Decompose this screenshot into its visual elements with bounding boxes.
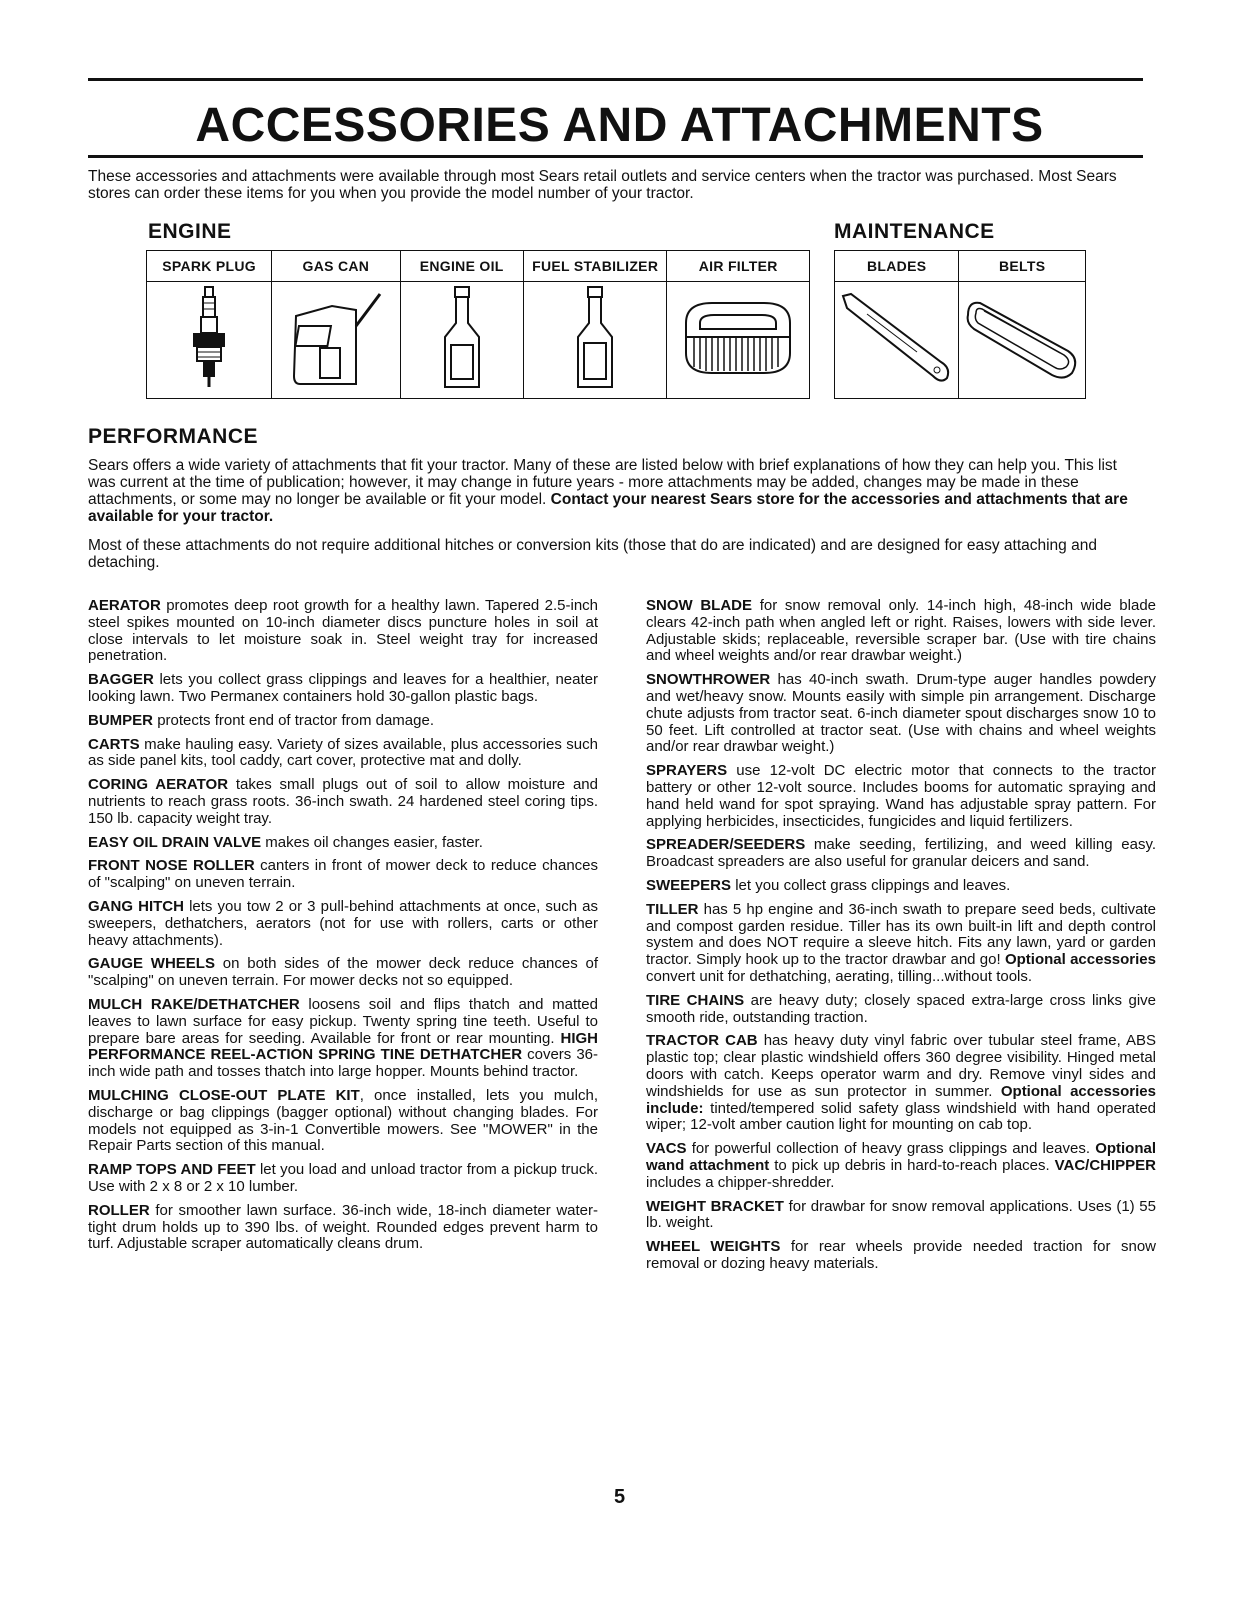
attachment-term: TRACTOR CAB	[646, 1032, 758, 1050]
attachment-description: for smoother lawn surface. 36-inch wide, 18-inch diameter water-tight drum holds up to 390 lbs. of weight. Rounded edges prevent harm to turf. Adjustable scraper automatically cleans drum.	[88, 1201, 599, 1253]
attachment-term: TILLER	[646, 900, 699, 918]
attachment-description: makes oil changes easier, faster.	[265, 833, 483, 851]
attachment-bumper	[88, 713, 598, 730]
attachment-term: MULCH RAKE/DETHATCHER	[88, 995, 300, 1013]
attachment-gang-hitch	[88, 899, 598, 949]
performance-hitch-note: Most of these attachments do not require additional hitches or conversion kits (those that do are indicated) and are designed for easy attaching and detaching.	[88, 537, 1097, 571]
spark-plug-icon	[189, 283, 229, 393]
engine-header-fuel-stabilizer: FUEL STABILIZER	[523, 251, 667, 282]
attachment-term: SNOWTHROWER	[646, 671, 771, 689]
attachment-description: lets you collect grass clippings and leaves for a healthier, neater looking lawn. Two Permanex containers hold 30-gallon plastic bags.	[88, 671, 598, 705]
attachment-mulch-rake-dethatcher	[88, 997, 598, 1081]
attachment-description-secondary: covers 36-inch wide path and tosses thatch into large hopper. Mounts behind tractor.	[88, 1046, 599, 1081]
air-filter-cell	[667, 282, 810, 399]
attachment-spreader-seeders	[646, 837, 1156, 871]
engine-header-spark-plug: SPARK PLUG	[147, 251, 272, 282]
attachment-description: make seeding, fertilizing, and weed killing easy. Broadcast spreaders are also useful for granular deicers and sand.	[646, 836, 1156, 871]
belt-icon	[960, 293, 1084, 383]
attachment-term: SWEEPERS	[646, 876, 732, 894]
attachment-description: has 5 hp engine and 36-inch swath to prepare seed beds, cultivate and compost garden residue. Tiller has its own built-in lift and depth control system and does NOT require a sleeve hitch. Fits any lawn, yard or garden tractor. Simply hook up to the tractor drawbar and go!	[646, 900, 1157, 969]
attachment-term: WEIGHT BRACKET	[646, 1197, 784, 1215]
attachment-wheel-weights	[646, 1239, 1156, 1273]
attachment-mulching-close-out-plate-kit	[88, 1088, 598, 1155]
attachment-vacs	[646, 1141, 1156, 1191]
attachment-description: on both sides of the mower deck reduce chances of "scalping" on uneven terrain. For mower decks not so equipped.	[88, 955, 599, 990]
performance-text: Sears offers a wide variety of attachments that fit your tractor. Many of these are listed below with brief explanations of how they can help you. This list was current at the time of publication; however, it may change in future years - more attachments may be added, changes may be made in these attachments, or some may no longer be available or fit your model.	[88, 457, 1117, 508]
blades-cell	[835, 282, 959, 399]
attachment-term: EASY OIL DRAIN VALVE	[88, 833, 262, 851]
attachment-term: AERATOR	[88, 597, 161, 614]
attachment-term: TIRE CHAINS	[646, 991, 745, 1009]
attachment-description: takes small plugs out of soil to allow moisture and nutrients to reach grass roots. 36-inch swath. 24 hardened steel coring tips. 150 lb. capacity weight tray.	[88, 776, 598, 827]
attachment-roller	[88, 1203, 598, 1253]
blade-icon	[837, 288, 957, 388]
attachment-term-tertiary: VAC/CHIPPER	[1054, 1156, 1156, 1174]
maintenance-heading: MAINTENANCE	[834, 220, 995, 243]
attachment-description: for powerful collection of heavy grass clippings and leaves.	[691, 1140, 1090, 1158]
maintenance-header-belts: BELTS	[959, 251, 1086, 282]
attachment-tractor-cab	[646, 1033, 1156, 1134]
attachment-description-secondary: to pick up debris in hard-to-reach places.	[774, 1156, 1050, 1174]
attachment-description: loosens soil and flips thatch and matted leaves to lawn surface for easy pickup. Twenty spring tine teeth. Useful to prepare bare areas for seeding. Available for front or rear mounting.	[88, 995, 598, 1047]
attachment-sprayers	[646, 763, 1156, 830]
performance-contact-note: Contact your nearest Sears store for the accessories and attachments that are available for your tractor.	[88, 491, 1128, 525]
attachment-description: make hauling easy. Variety of sizes available, plus accessories such as side panel kits, tool caddy, cart cover, protective mat and dolly.	[88, 735, 598, 770]
attachment-description: has heavy duty vinyl fabric over tubular steel frame, ABS plastic top; clear plastic windshield offers 360 degree visibility. Hinged metal doors with catch. Keeps operator warm and dry. Remove vinyl sides and windshields for use as sun protector in summer.	[646, 1032, 1157, 1100]
attachment-term: SNOW BLADE	[646, 597, 753, 614]
attachment-term: RAMP TOPS AND FEET	[88, 1161, 256, 1179]
attachment-tiller	[646, 902, 1156, 986]
attachment-easy-oil-drain-valve	[88, 835, 598, 852]
engine-header-air-filter: AIR FILTER	[667, 251, 810, 282]
stabilizer-bottle-icon	[570, 283, 620, 393]
attachment-term-secondary: Optional wand attachment	[646, 1140, 1157, 1174]
belts-cell	[959, 282, 1086, 399]
attachment-description: for snow removal only. 14-inch high, 48-inch wide blade clears 42-inch path when angled left or right. Raises, lowers with side lever. Adjustable skids; replaceable, reversible scraper bar. (Use with tire chains and wheel weights and/or rear drawbar weight.)	[646, 597, 1157, 665]
attachment-description-secondary: convert unit for dethatching, aerating, tilling...without tools.	[646, 967, 1033, 985]
attachment-description-tertiary: includes a chipper-shredder.	[646, 1173, 835, 1191]
page-number: 5	[613, 1486, 626, 1508]
attachment-tire-chains	[646, 993, 1156, 1027]
attachment-description: use 12-volt DC electric motor that connects to the tractor battery or other 12-volt source. Includes booms for automatic spraying and hand held wand for spot spraying. Wand has adjustable spray pattern. For applying herbicides, insecticides, fungicides and liquid fertilizers.	[646, 762, 1156, 830]
attachment-aerator	[88, 598, 598, 665]
attachment-term: BAGGER	[88, 671, 154, 689]
attachment-term-secondary: Optional accessories include:	[646, 1082, 1156, 1117]
attachment-term: SPRAYERS	[646, 762, 728, 780]
engine-parts-table	[146, 250, 810, 399]
top-rule	[88, 78, 1143, 81]
attachment-description: canters in front of mower deck to reduce chances of "scalping" on uneven terrain.	[88, 857, 599, 892]
maintenance-header-blades: BLADES	[835, 251, 959, 282]
attachment-weight-bracket	[646, 1199, 1156, 1233]
attachment-snow-blade	[646, 598, 1156, 665]
attachment-sweepers	[646, 878, 1156, 895]
attachment-term: GANG HITCH	[88, 897, 184, 915]
attachment-term: WHEEL WEIGHTS	[646, 1238, 781, 1256]
attachment-term: GAUGE WHEELS	[88, 955, 215, 973]
attachment-description: let you load and unload tractor from a pickup truck. Use with 2 x 8 or 2 x 10 lumber.	[88, 1161, 598, 1195]
attachments-left-column	[88, 598, 598, 1260]
air-filter-icon	[678, 293, 798, 383]
attachment-term: ROLLER	[88, 1201, 150, 1219]
attachment-term-secondary: HIGH PERFORMANCE REEL-ACTION SPRING TINE DETHATCHER	[88, 1029, 598, 1064]
gas-can-icon	[286, 286, 386, 390]
attachment-description: protects front end of tractor from damage.	[157, 711, 434, 729]
fuel-stabilizer-cell	[523, 282, 667, 399]
attachment-term: CORING AERATOR	[88, 776, 229, 794]
attachment-coring-aerator	[88, 777, 598, 827]
attachments-right-column	[646, 598, 1156, 1280]
attachment-term: VACS	[646, 1140, 687, 1158]
attachment-description: for rear wheels provide needed traction for snow removal or dozing heavy materials.	[646, 1238, 1157, 1272]
attachment-snowthrower	[646, 672, 1156, 756]
attachment-term: CARTS	[88, 735, 140, 753]
engine-oil-cell	[400, 282, 523, 399]
attachment-description: lets you tow 2 or 3 pull-behind attachments at once, such as sweepers, dethatchers, aerators (not for use with rollers, carts or other heavy attachments).	[88, 897, 599, 949]
attachment-description: let you collect grass clippings and leaves.	[735, 876, 1011, 894]
attachment-description: promotes deep root growth for a healthy lawn. Tapered 2.5-inch steel spikes mounted on 10-inch diameter discs puncture holes in soil at close intervals to let moisture soak in. Steel weight tray for increased penetration.	[88, 597, 599, 665]
attachment-description: has 40-inch swath. Drum-type auger handles powdery and wet/heavy snow. Mounts easily with simple pin arrangement. Discharge chute adjusts from tractor seat. 6-inch diameter spout discharges snow 10 to 50 feet. Lift controlled at tractor seat. (Use with chains and wheel weights and/or rear drawbar weight.)	[646, 671, 1156, 756]
attachment-description: are heavy duty; closely spaced extra-large cross links give smooth ride, outstanding traction.	[646, 991, 1156, 1026]
intro-paragraph: These accessories and attachments were available through most Sears retail outlets and service centers when the tractor was purchased. Most Sears stores can order these items for you when you provide the model number of your tractor.	[88, 168, 1117, 202]
attachment-term: BUMPER	[88, 711, 154, 729]
attachment-description: for drawbar for snow removal applications. Uses (1) 55 lb. weight.	[646, 1197, 1156, 1232]
attachment-gauge-wheels	[88, 956, 598, 990]
engine-header-engine-oil: ENGINE OIL	[400, 251, 523, 282]
page-title: ACCESSORIES AND ATTACHMENTS	[195, 99, 1044, 152]
attachment-description: , once installed, lets you mulch, discharge or bag clippings (bagger optional) without changing blades. For models not equipped as 3-in-1 Convertible mowers. See "MOWER" in the Repair Parts section of this manual.	[88, 1086, 598, 1155]
gas-can-cell	[272, 282, 400, 399]
attachment-carts	[88, 737, 598, 771]
title-underline	[88, 155, 1143, 158]
attachment-description-secondary: tinted/tempered solid safety glass windshield with hand operated wiper; 12-volt amber caution light for mounting on cab top.	[646, 1099, 1157, 1134]
attachment-term: FRONT NOSE ROLLER	[88, 857, 255, 875]
attachment-ramp-tops-and-feet	[88, 1162, 598, 1196]
attachment-term: SPREADER/SEEDERS	[646, 836, 806, 854]
attachment-bagger	[88, 672, 598, 706]
performance-heading: PERFORMANCE	[88, 425, 259, 448]
engine-header-gas-can: GAS CAN	[272, 251, 400, 282]
oil-bottle-icon	[437, 283, 487, 393]
spark-plug-cell	[147, 282, 272, 399]
engine-heading: ENGINE	[148, 220, 232, 243]
attachment-front-nose-roller	[88, 858, 598, 892]
maintenance-parts-table	[834, 250, 1086, 399]
attachment-term-secondary: Optional accessories	[1004, 951, 1156, 969]
attachment-term: MULCHING CLOSE-OUT PLATE KIT	[88, 1086, 360, 1104]
performance-paragraph	[88, 457, 1148, 525]
